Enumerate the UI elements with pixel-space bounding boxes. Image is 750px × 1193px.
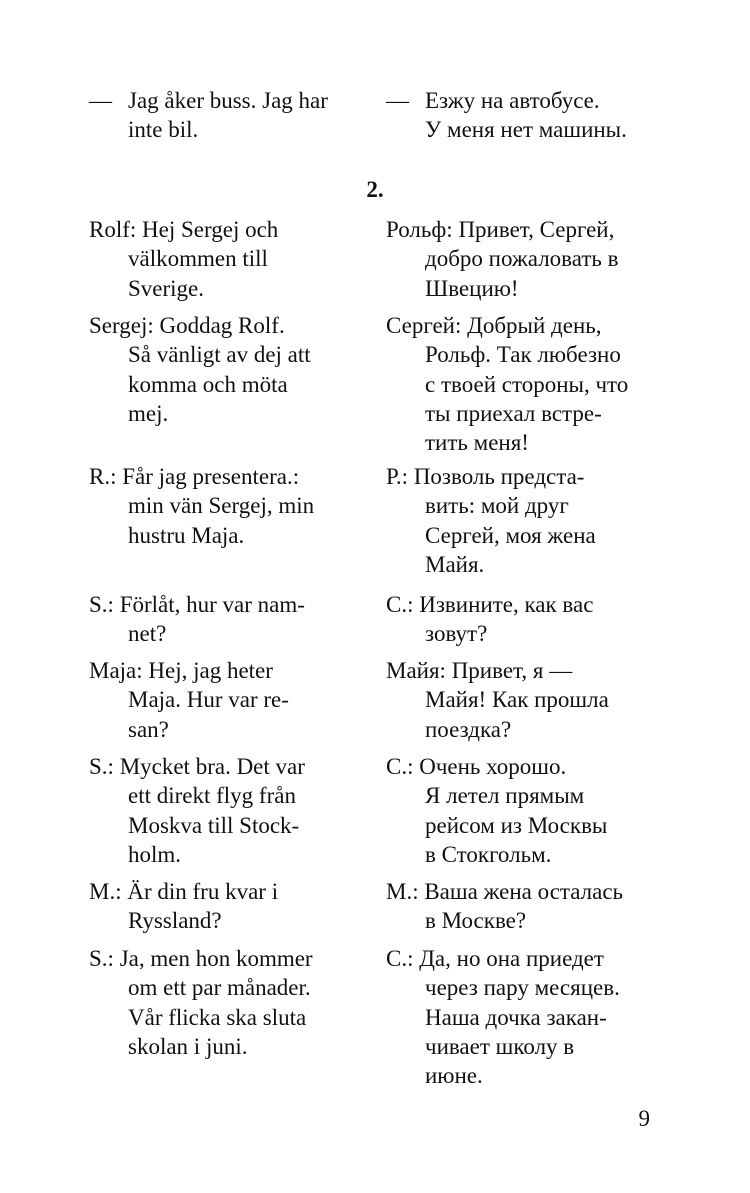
dialogue-entry bbox=[386, 877, 666, 936]
text-line: Привет, Сергей, bbox=[458, 217, 615, 242]
text-line: Ваша жена осталась bbox=[424, 879, 624, 904]
intro-swedish-entry bbox=[89, 86, 374, 145]
speaker-line bbox=[89, 462, 374, 491]
text-line: min vän Sergej, min bbox=[128, 493, 315, 519]
text-line: тить меня! bbox=[425, 430, 529, 456]
text-line: Сергей, моя жена bbox=[425, 522, 596, 548]
section-heading: 2. bbox=[366, 177, 384, 202]
dialogue-entry bbox=[386, 944, 666, 1090]
speaker-line bbox=[386, 877, 666, 906]
text-line: Извините, как вас bbox=[419, 592, 594, 617]
text-line: Очень хорошо. bbox=[419, 754, 567, 779]
text-line: komma och möta bbox=[128, 371, 288, 397]
speaker-label: Р.: bbox=[386, 464, 409, 489]
speaker-line bbox=[89, 215, 374, 244]
speaker-label: Майя: bbox=[386, 658, 446, 683]
dialogue-entry bbox=[89, 877, 374, 936]
text-line: Ryssland? bbox=[128, 908, 222, 934]
text-line: Привет, я — bbox=[451, 658, 573, 683]
text-line: Майя. bbox=[425, 551, 485, 577]
text-line: san? bbox=[128, 716, 169, 742]
text-line: Наша дочка закан- bbox=[425, 1004, 607, 1030]
dialogue-entry bbox=[386, 215, 666, 303]
text-line: с твоей стороны, что bbox=[425, 371, 629, 397]
text-line: рейсом из Москвы bbox=[425, 812, 608, 838]
speaker-line bbox=[386, 590, 666, 619]
speaker-line bbox=[89, 311, 374, 340]
text-line: Езжу на автобусе. bbox=[425, 88, 600, 113]
text-line: поездка? bbox=[425, 716, 512, 742]
speaker-line bbox=[386, 462, 666, 491]
text-line: inte bil. bbox=[128, 117, 199, 143]
text-line: добро пожаловать в bbox=[425, 246, 619, 272]
speaker-label: С.: bbox=[386, 754, 414, 779]
text-line: Får jag presentera.: bbox=[122, 464, 300, 489]
text-line: через пару месяцев. bbox=[425, 975, 620, 1001]
speaker-line bbox=[386, 215, 666, 244]
text-line: Är din fru kvar i bbox=[127, 879, 279, 904]
text-line: У меня нет машины. bbox=[425, 117, 627, 143]
text-line: Sverige. bbox=[128, 275, 205, 301]
speaker-label: S.: bbox=[89, 754, 114, 779]
text-line: Jag åker buss. Jag har bbox=[128, 88, 328, 113]
text-line: Да, но она приедет bbox=[419, 946, 604, 971]
dialogue-entry bbox=[89, 215, 374, 303]
text-line: holm. bbox=[128, 841, 182, 867]
intro-russian-entry bbox=[386, 86, 666, 145]
text-line: Добрый день, bbox=[467, 313, 602, 338]
speaker-line bbox=[386, 656, 666, 685]
text-line: välkommen till bbox=[128, 246, 268, 272]
speaker-line bbox=[89, 944, 374, 973]
dialogue-entry bbox=[89, 590, 374, 649]
text-line: ett direkt flyg från bbox=[128, 783, 296, 809]
dialogue-entry bbox=[89, 656, 374, 744]
text-line: в Стокгольм. bbox=[425, 841, 552, 867]
speaker-label: R.: bbox=[89, 464, 117, 489]
text-line: om ett par månader. bbox=[128, 975, 311, 1001]
text-line: Швецию! bbox=[425, 275, 519, 301]
text-line: mej. bbox=[128, 400, 169, 426]
text-line: ты приехал встре- bbox=[425, 400, 602, 426]
speaker-label: S.: bbox=[89, 946, 114, 971]
speaker-line bbox=[89, 656, 374, 685]
text-line: Я летел прямым bbox=[425, 783, 585, 809]
dialogue-entry bbox=[386, 752, 666, 869]
text-line: в Москве? bbox=[425, 908, 527, 934]
text-line: Vår flicka ska sluta bbox=[128, 1004, 307, 1030]
dialogue-entry bbox=[386, 590, 666, 649]
text-line: Майя! Как прошла bbox=[425, 687, 609, 713]
dialogue-entry bbox=[386, 656, 666, 744]
speaker-label: Сергей: bbox=[386, 313, 462, 338]
speaker-label: Rolf: bbox=[89, 217, 137, 242]
speaker-line bbox=[89, 590, 374, 619]
speaker-label: С.: bbox=[386, 946, 414, 971]
text-line: net? bbox=[128, 621, 167, 647]
text-line: hustru Maja. bbox=[128, 522, 245, 548]
speaker-label: М.: bbox=[386, 879, 419, 904]
dialogue-entry bbox=[89, 462, 374, 550]
dialogue-entry bbox=[89, 944, 374, 1061]
speaker-label: S.: bbox=[89, 592, 114, 617]
text-line: Moskva till Stock- bbox=[128, 812, 300, 838]
text-line: Позволь предста- bbox=[413, 464, 585, 489]
speaker-line bbox=[89, 752, 374, 781]
text-line: зовут? bbox=[425, 621, 488, 647]
dialogue-entry bbox=[89, 752, 374, 869]
speaker-line bbox=[386, 311, 666, 340]
text-line: Mycket bra. Det var bbox=[119, 754, 305, 779]
text-line: Hej, jag heter bbox=[148, 658, 273, 683]
dash: — bbox=[89, 88, 112, 113]
speaker-label: Рольф: bbox=[386, 217, 453, 242]
speaker-label: Maja: bbox=[89, 658, 143, 683]
speaker-label: С.: bbox=[386, 592, 414, 617]
text-line: skolan i juni. bbox=[128, 1033, 248, 1059]
speaker-line bbox=[386, 752, 666, 781]
text-line: Maja. Hur var re- bbox=[128, 687, 289, 713]
text-line: июне. bbox=[425, 1063, 483, 1089]
dialogue-entry bbox=[89, 311, 374, 428]
text-line: чивает школу в bbox=[425, 1033, 575, 1059]
text-line: Förlåt, hur var nam- bbox=[119, 592, 305, 617]
dash: — bbox=[386, 88, 409, 113]
speaker-line bbox=[89, 877, 374, 906]
speaker-label: Sergej: bbox=[89, 313, 154, 338]
text-line: Рольф. Так любезно bbox=[425, 342, 621, 368]
text-line: вить: мой друг bbox=[425, 493, 569, 519]
text-line: Goddag Rolf. bbox=[159, 313, 285, 338]
speaker-label: M.: bbox=[89, 879, 122, 904]
dialogue-entry bbox=[386, 462, 666, 579]
dialogue-entry bbox=[386, 311, 666, 457]
page-number: 9 bbox=[638, 1106, 650, 1131]
speaker-line bbox=[386, 944, 666, 973]
text-line: Så vänligt av dej att bbox=[128, 342, 311, 368]
text-line: Ja, men hon kommer bbox=[119, 946, 313, 971]
text-line: Hej Sergej och bbox=[142, 217, 279, 242]
